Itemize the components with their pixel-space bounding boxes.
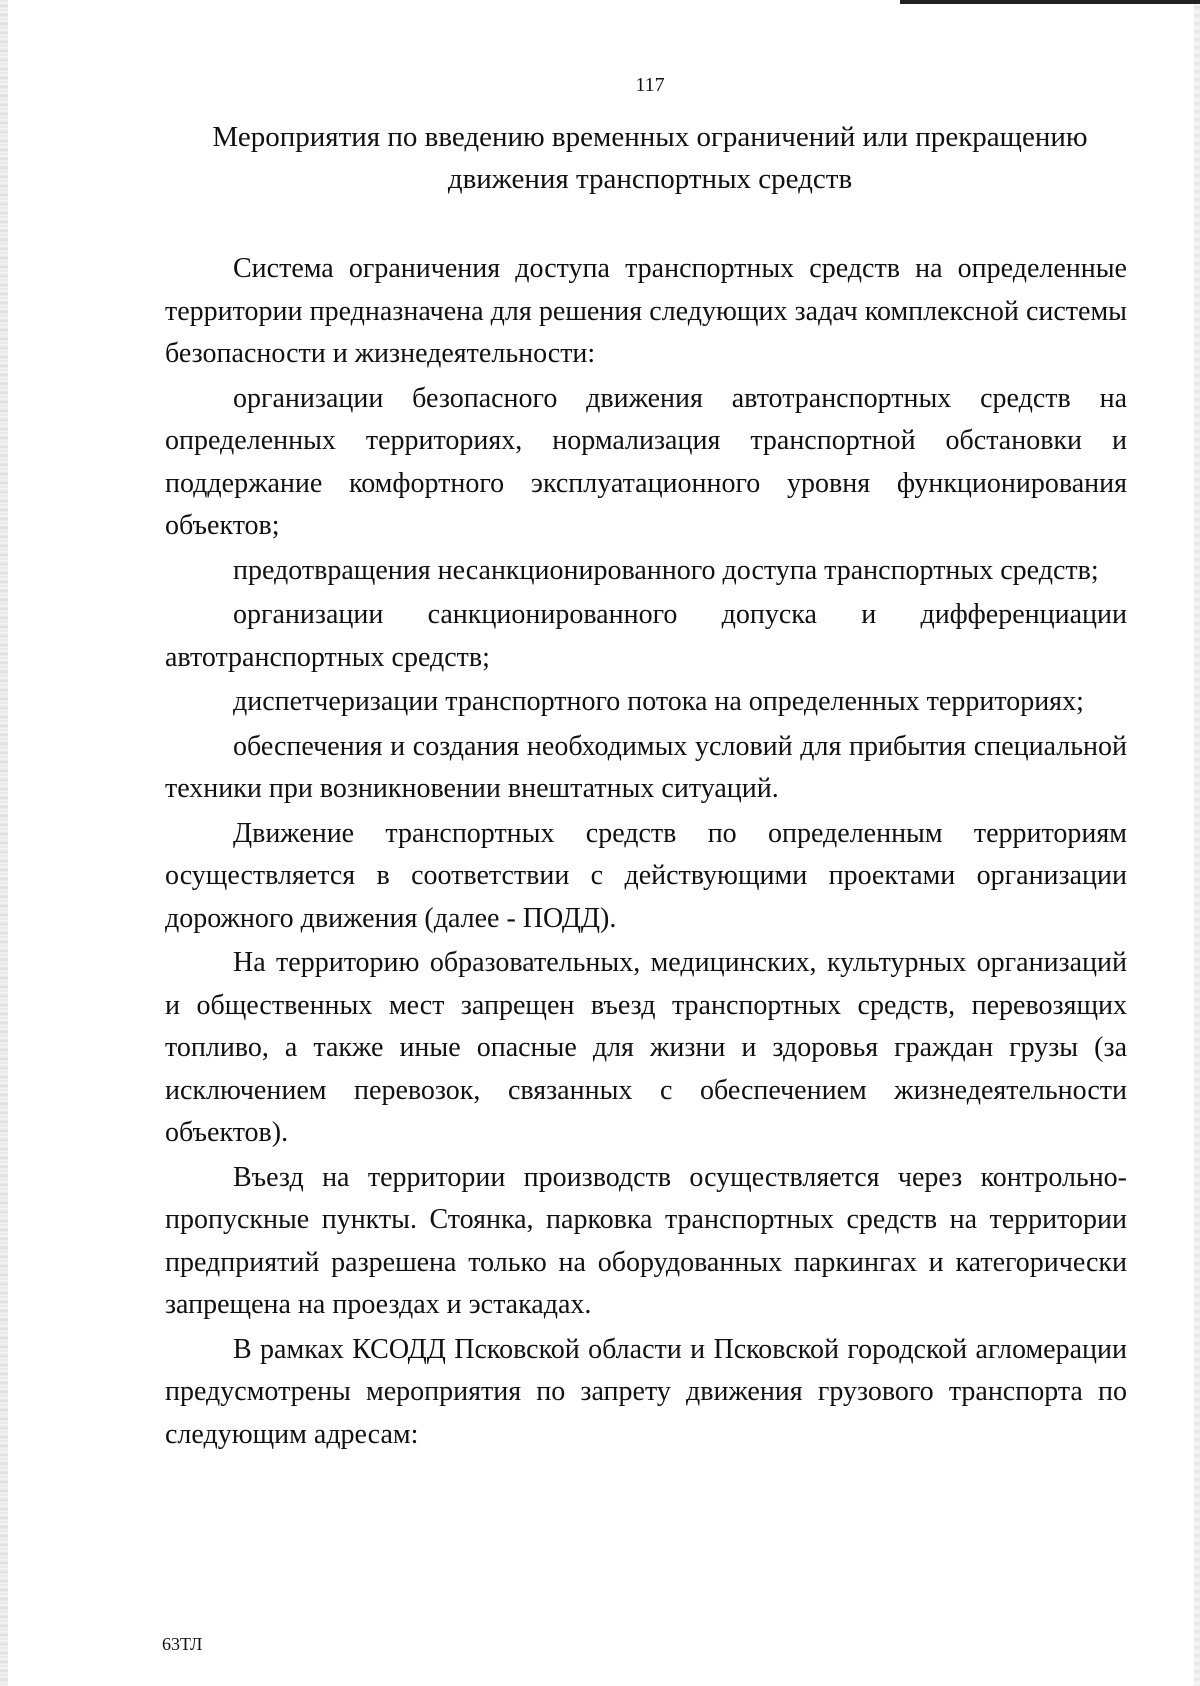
paragraph: обеспечения и создания необходимых условий для прибытия специальной техники при возникновении внештатных ситуаций. — [165, 730, 1127, 804]
page-title: Мероприятия по введению временных ограничений или прекращению движения транспортных средств — [212, 121, 1088, 195]
page-number: 117 — [635, 74, 665, 96]
paragraph: диспетчеризации транспортного потока на определенных территориях; — [233, 686, 1084, 717]
paragraph: организации безопасного движения автотранспортных средств на определенных территориях, нормализация транспортной обстановки и поддержание комфортного эксплуатационного уровня функционирования объектов; — [165, 382, 1127, 541]
paragraph: организации санкционированного допуска и дифференциации автотранспортных средств; — [165, 599, 1127, 673]
paragraph: На территорию образовательных, медицинских, культурных организаций и общественных мест запрещен въезд транспортных средств, перевозящих топливо, а также иные опасные для жизни и здоровья граждан грузы (за исключением перевозок, связанных с обеспечением жизнедеятельности объектов). — [165, 947, 1127, 1148]
scan-edge-top — [900, 0, 1200, 4]
scan-edge-left — [0, 0, 8, 1686]
footer-code: 63ТЛ — [162, 1634, 203, 1654]
paragraph: предотвращения несанкционированного доступа транспортных средств; — [233, 554, 1099, 586]
paragraph: Система ограничения доступа транспортных средств на определенные территории предназначена для решения следующих задач комплексной системы безопасности и жизнедеятельности: — [165, 253, 1127, 369]
paragraph: Въезд на территории производств осуществляется через контрольно-пропускные пункты. Стоянка, парковка транспортных средств на территории предприятий разрешена только на оборудованных паркингах и категорически запрещена на проездах и эстакадах. — [165, 1161, 1127, 1320]
paragraph: Движение транспортных средств по определенным территориям осуществляется в соответствии с действующими проектами организации дорожного движения (далее - ПОДД). — [165, 817, 1127, 934]
scan-edge-right — [1194, 0, 1200, 1686]
document-body — [165, 248, 1127, 1456]
paragraph: В рамках КСОДД Псковской области и Псковской городской агломерации предусмотрены мероприятия по запрету движения грузового транспорта по следующим адресам: — [165, 1333, 1127, 1450]
